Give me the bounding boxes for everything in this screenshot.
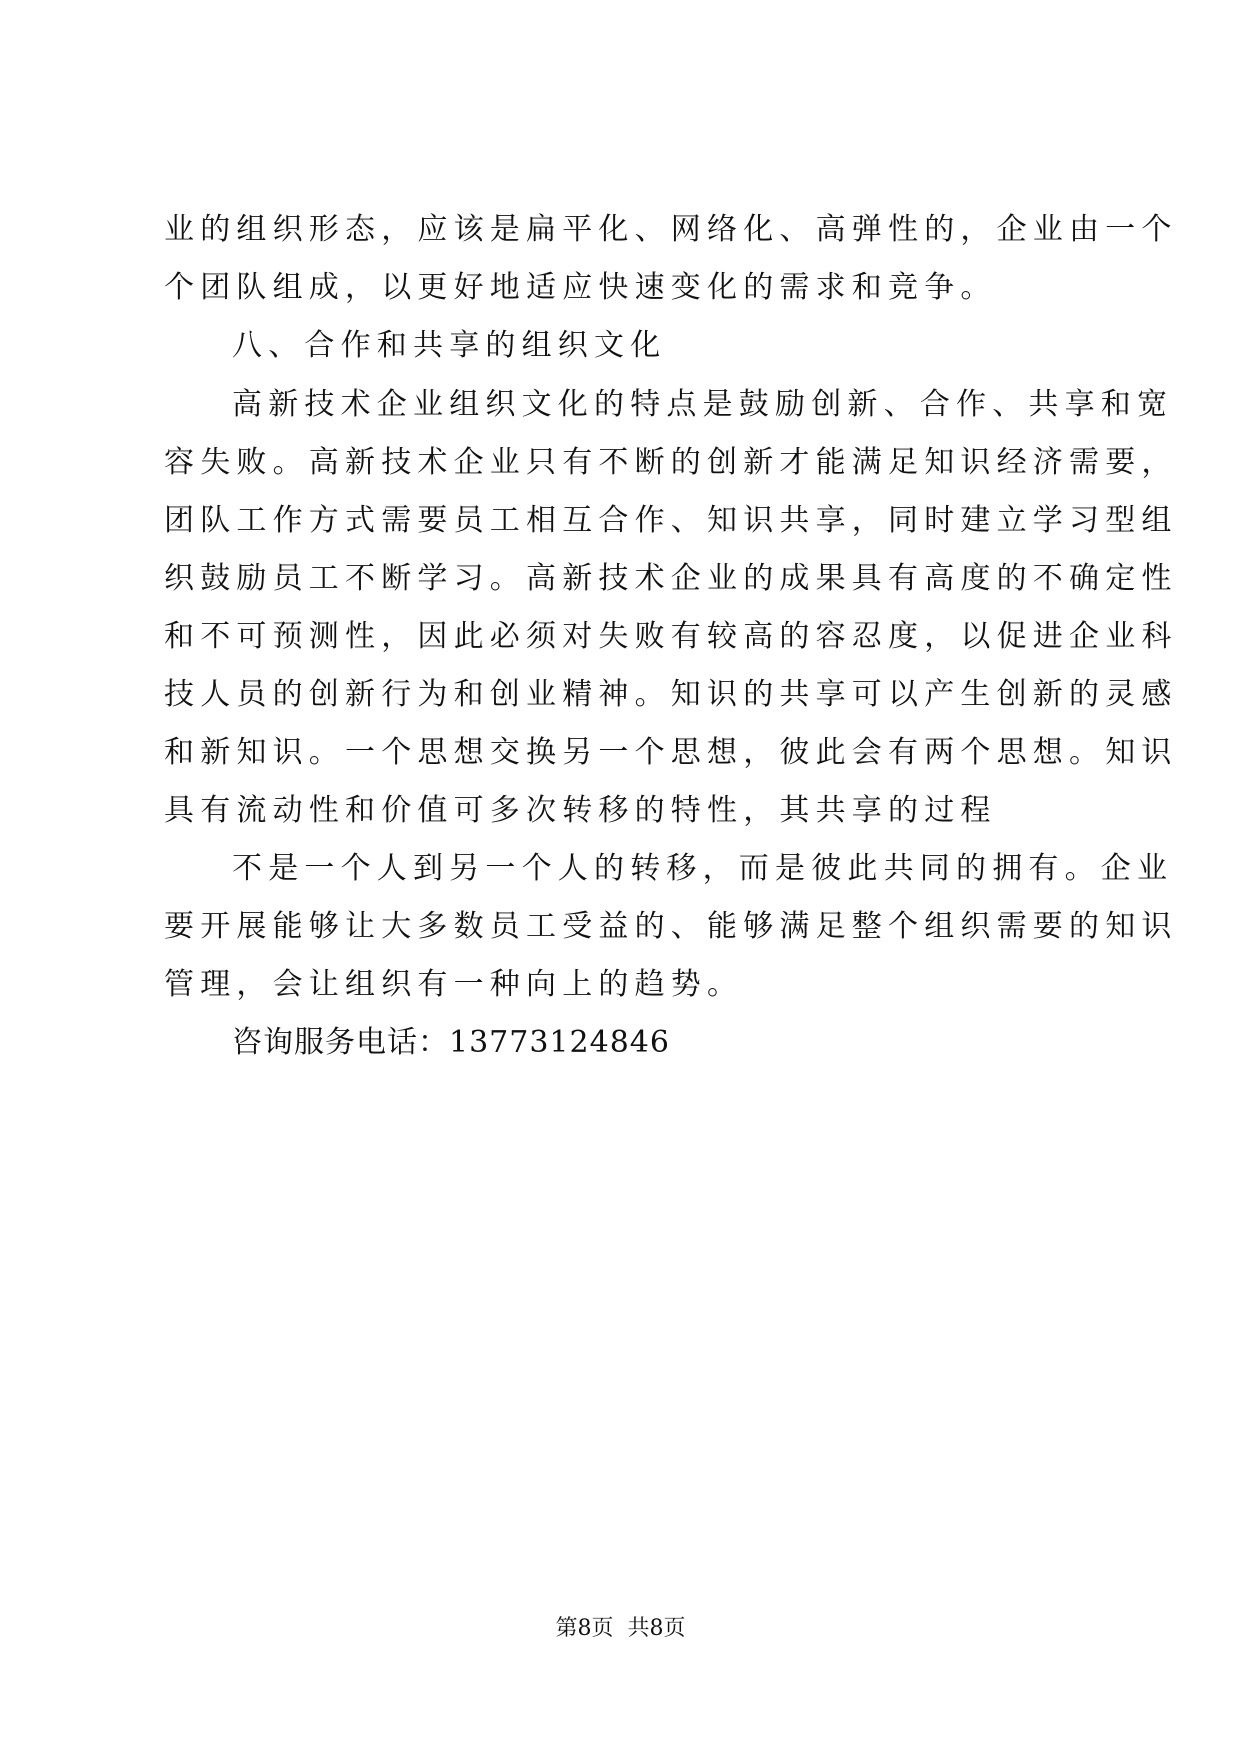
paragraph-line: 要开展能够让大多数员工受益的、能够满足整个组织需要的知识 xyxy=(164,909,1178,944)
paragraph-line: 个团队组成，以更好地适应快速变化的需求和竞争。 xyxy=(164,270,997,305)
paragraph-line: 容失败。高新技术企业只有不断的创新才能满足知识经济需要， xyxy=(164,445,1178,480)
section-heading: 八、合作和共享的组织文化 xyxy=(232,328,667,363)
paragraph-line: 团队工作方式需要员工相互合作、知识共享，同时建立学习型组 xyxy=(164,503,1178,538)
paragraph-line: 织鼓励员工不断学习。高新技术企业的成果具有高度的不确定性 xyxy=(164,561,1178,596)
page-number-current: 第8页 xyxy=(555,1616,614,1641)
paragraph-line: 业的组织形态，应该是扁平化、网络化、高弹性的，企业由一个 xyxy=(164,212,1178,247)
paragraph-line: 不是一个人到另一个人的转移，而是彼此共同的拥有。企业 xyxy=(232,851,1174,886)
paragraph-line: 和不可预测性，因此必须对失败有较高的容忍度，以促进企业科 xyxy=(164,619,1178,654)
page-footer xyxy=(0,1614,1241,1644)
page-number-total: 共8页 xyxy=(627,1616,686,1641)
paragraph-line: 管理，会让组织有一种向上的趋势。 xyxy=(164,967,744,1002)
paragraph-line: 技人员的创新行为和创业精神。知识的共享可以产生创新的灵感 xyxy=(164,677,1178,712)
paragraph-line: 高新技术企业组织文化的特点是鼓励创新、合作、共享和宽 xyxy=(232,387,1174,422)
paragraph-line: 和新知识。一个思想交换另一个思想，彼此会有两个思想。知识 xyxy=(164,735,1178,770)
contact-phone: 咨询服务电话：13773124846 xyxy=(232,1025,670,1060)
paragraph-line: 具有流动性和价值可多次转移的特性，其共享的过程 xyxy=(164,793,997,828)
